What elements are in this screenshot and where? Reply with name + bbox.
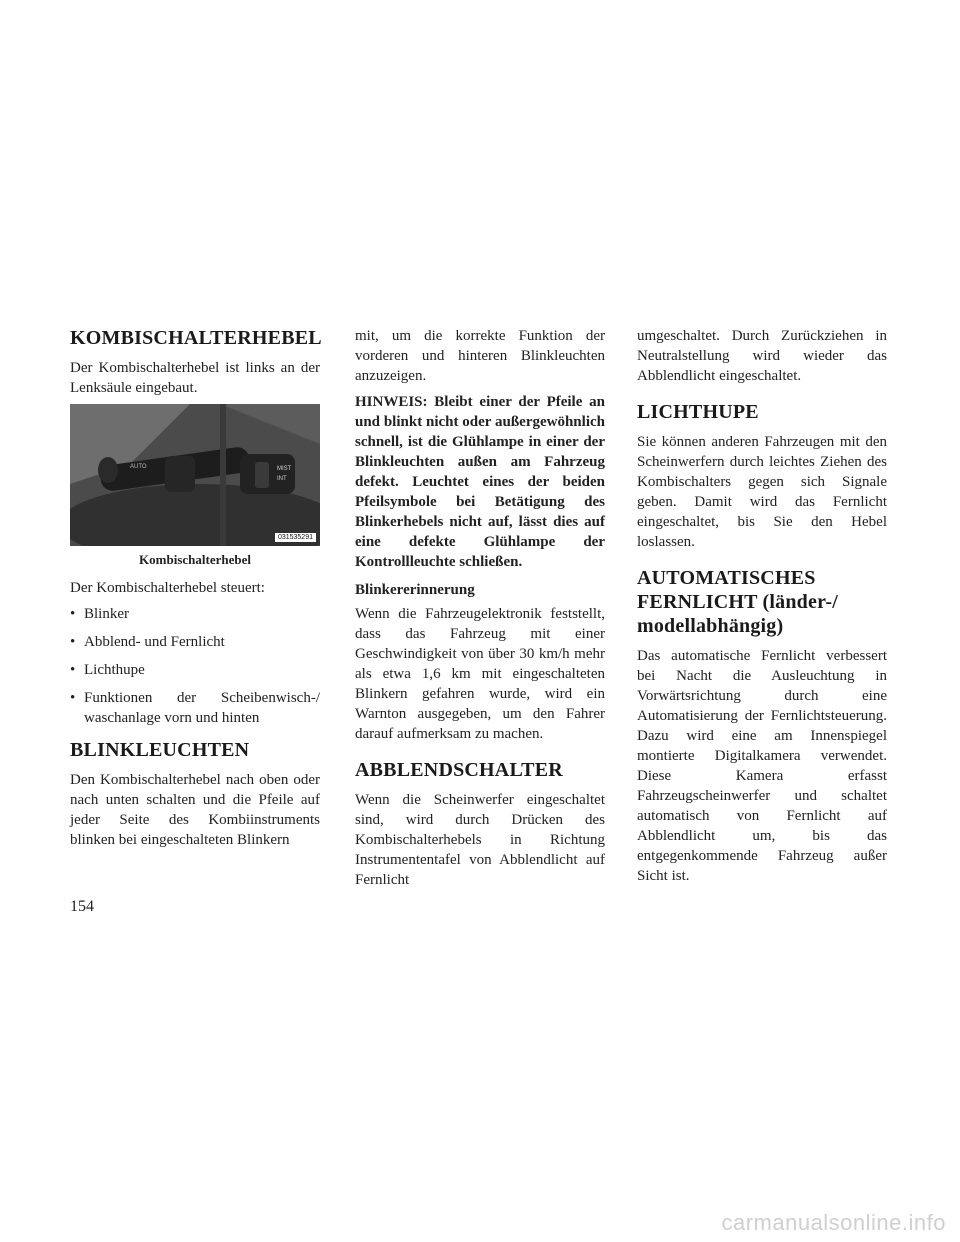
heading-line: AUTOMATISCHES — [637, 567, 816, 589]
figure-code: 031535291 — [275, 533, 316, 542]
svg-text:MIST: MIST — [277, 466, 292, 472]
list-item: • Funktionen der Scheibenwisch-/ waschanlage vorn und hinten — [70, 688, 320, 728]
heading-line: FERNLICHT (länder-/ — [637, 591, 839, 613]
paragraph-blinkleuchten: Den Kombischalterhebel nach oben oder nach unten schalten und die Pfeile auf jeder Seite des Kombiinstruments blinken bei eingeschalteten Blinkern — [70, 772, 320, 848]
heading-blinkleuchten: BLINKLEUCHTEN — [70, 739, 250, 761]
svg-text:INT: INT — [277, 476, 287, 482]
watermark: carmanualsonline.info — [721, 1210, 946, 1235]
heading-kombischalterhebel: KOMBISCHALTERHEBEL — [70, 327, 322, 349]
paragraph-automatisches-fernlicht: Das automatische Fernlicht verbessert bei Nacht die Ausleuchtung in Vorwärtsrichtung durch eine Automatisierung der Fernlichtsteuerung. Dazu wird eine am Innenspiegel montierte Digitalkamera verwendet. Diese Kamera erfasst Fahrzeugscheinwerfer und schaltet automatisch von Fernlicht auf Abblendlicht um, bis das entgegenkommende Fahrzeug außer Sicht ist. — [637, 648, 887, 884]
heading-automatisches-fernlicht — [637, 566, 887, 638]
function-list — [70, 604, 320, 728]
heading-line: modellabhängig) — [637, 615, 784, 637]
steering-lever-illustration — [70, 404, 320, 546]
heading-abblendschalter: ABBLENDSCHALTER — [355, 759, 563, 781]
list-item: • Abblend- und Fernlicht — [70, 632, 320, 652]
heading-lichthupe: LICHTHUPE — [637, 401, 759, 423]
column-right — [637, 326, 887, 892]
paragraph-lichthupe: Sie können anderen Fahrzeugen mit den Scheinwerfern durch leichtes Ziehen des Kombischalters gegen sich Signale geben. Damit wird das Fernlicht eingeschaltet, bis Sie den Hebel loslassen. — [637, 434, 887, 550]
figure-caption: Kombischalterhebel — [139, 552, 251, 567]
list-item: • Blinker — [70, 604, 320, 624]
figure-lever-photo — [70, 404, 320, 546]
paragraph-steuert: Der Kombischalterhebel steuert: — [70, 580, 265, 596]
page-number: 154 — [70, 898, 94, 915]
paragraph-blink-continued: mit, um die korrekte Funktion der vorderen und hinteren Blinkleuchten anzuzeigen. — [355, 328, 605, 384]
paragraph-abblendschalter: Wenn die Scheinwerfer eingeschaltet sind, wird durch Drücken des Kombischalterhebels in Richtung Instrumententafel von Abblendlicht auf Fernlicht — [355, 792, 605, 888]
paragraph-abblend-continued: umgeschaltet. Durch Zurückziehen in Neutralstellung wird wieder das Abblendlicht eingeschaltet. — [637, 328, 887, 384]
column-left — [70, 326, 320, 856]
column-middle — [355, 326, 605, 896]
list-item: • Lichthupe — [70, 660, 320, 680]
svg-text:AUTO: AUTO — [130, 464, 147, 470]
subheading-blinkererinnerung: Blinkererinnerung — [355, 582, 475, 598]
paragraph-intro: Der Kombischalterhebel ist links an der Lenksäule eingebaut. — [70, 360, 320, 396]
note-hinweis: HINWEIS: Bleibt einer der Pfeile an und blinkt nicht oder außergewöhnlich schnell, ist die Glühlampe in einer der Blinkleuchten außen am Fahrzeug defekt. Leuchtet eines der beiden Pfeilsymbole bei Betätigung des Blinkerhebels nicht auf, lässt dies auf eine defekte Glühlampe der Kontrollleuchte schließen. — [355, 394, 605, 570]
paragraph-blinkererinnerung: Wenn die Fahrzeugelektronik feststellt, dass das Fahrzeug mit einer Geschwindigkeit von über 30 km/h mehr als etwa 1,6 km mit eingeschalteten Blinkern gefahren wurde, wird ein Warnton ausgegeben, um den Fahrer darauf aufmerksam zu machen. — [355, 606, 605, 742]
